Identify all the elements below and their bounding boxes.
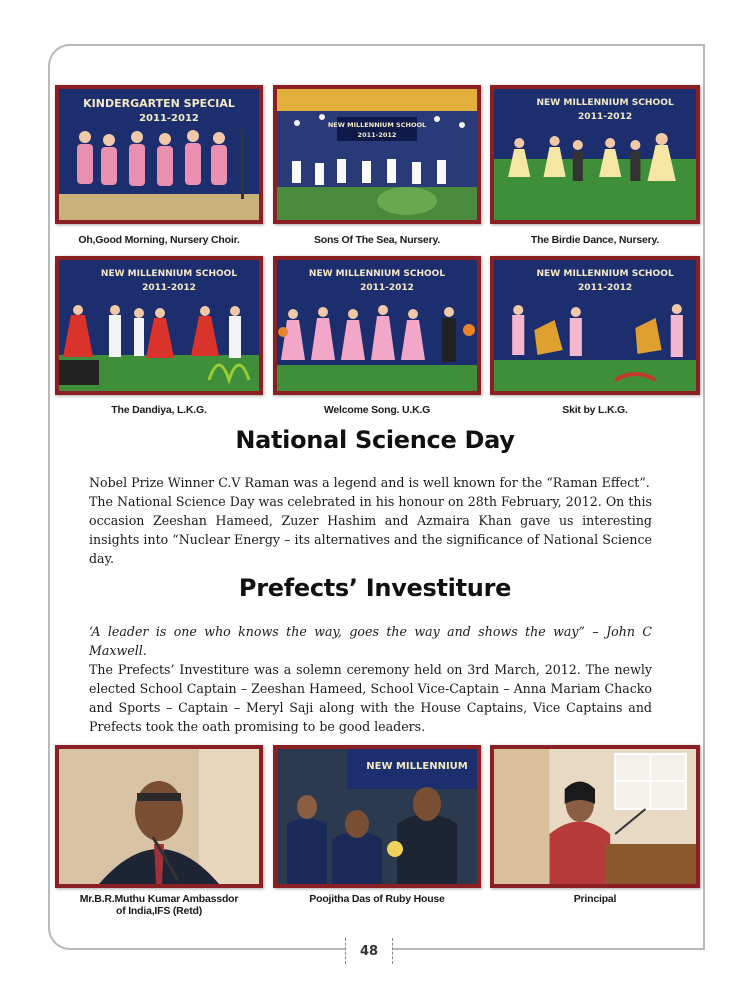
prefects-body: The Prefects’ Investiture was a solemn ceremony held on 3rd March, 2012. The newly elected School Captain – Zeeshan Hameed, School Vice-Captain – Anna Mariam Chacko and Sports – Captain – Meryl Saji along with the House Captains, Vice Captains and Prefects took the oath promising to be good leaders. xyxy=(89,662,652,734)
caption-nursery-choir: Oh,Good Morning, Nursery Choir. xyxy=(78,234,240,246)
caption-birdie-dance: The Birdie Dance, Nursery. xyxy=(530,234,660,246)
stage-banner-text: NEW MILLENNIUM SCHOOL xyxy=(536,269,674,279)
science-day-text xyxy=(89,473,652,568)
caption-sons-of-the-sea: Sons Of The Sea, Nursery. xyxy=(313,234,441,246)
photo-principal xyxy=(490,745,700,888)
science-line-2: The National Science Day was celebrated in his honour on 28th February, 2012. On this occasion Zeeshan Hameed, Zuzer Hashim and Azmaira Khan gave us interesting insights into “Nuclear Energy – its alternatives and the significance of National Science day. xyxy=(89,494,652,566)
caption-skit-lkg: Skit by L.K.G. xyxy=(562,404,628,416)
photo-poojitha-das xyxy=(273,745,481,888)
photo-welcome-song xyxy=(273,256,481,395)
heading-national-science-day: National Science Day xyxy=(235,426,515,454)
stage-banner-text: KINDERGARTEN SPECIAL xyxy=(83,97,235,110)
stage-banner-year: 2011-2012 xyxy=(577,112,633,122)
stage-banner-year: 2011-2012 xyxy=(357,131,397,139)
photo-nursery-choir xyxy=(55,85,263,224)
photo-birdie-dance xyxy=(490,85,700,224)
caption-poojitha-das: Poojitha Das of Ruby House xyxy=(309,893,445,905)
caption-ambassador-line2: of India,IFS (Retd) xyxy=(115,905,203,917)
photo-dandiya xyxy=(55,256,263,395)
science-line-1: Nobel Prize Winner C.V Raman was a legend and is well known for the “Raman Effect”. xyxy=(89,475,650,490)
page-number: 48 xyxy=(345,938,393,964)
stage-banner-year: 2011-2012 xyxy=(142,283,196,293)
prefects-quote: ‘A leader is one who knows the way, goes the way and shows the way” – John C Maxwell. xyxy=(89,624,652,658)
stage-banner-year: 2011-2012 xyxy=(577,283,633,293)
stage-banner-year: 2011-2012 xyxy=(139,113,199,124)
stage-banner-text: NEW MILLENNIUM SCHOOL xyxy=(536,98,674,108)
stage-banner-text: NEW MILLENNIUM SCHOOL xyxy=(100,269,238,279)
photo-sons-of-the-sea xyxy=(273,85,481,224)
svg-text:NEW MILLENNIUM: NEW MILLENNIUM xyxy=(366,761,468,772)
caption-ambassador xyxy=(55,893,263,917)
stage-banner-text: NEW MILLENNIUM SCHOOL xyxy=(308,269,446,279)
caption-principal: Principal xyxy=(573,893,617,905)
caption-dandiya: The Dandiya, L.K.G. xyxy=(111,404,207,416)
stage-banner-year: 2011-2012 xyxy=(360,283,414,293)
heading-prefects-investiture: Prefects’ Investiture xyxy=(238,574,512,602)
photo-skit-lkg xyxy=(490,256,700,395)
photo-ambassador xyxy=(55,745,263,888)
prefects-text xyxy=(89,622,652,736)
caption-welcome-song: Welcome Song. U.K.G xyxy=(323,404,431,416)
caption-ambassador-line1: Mr.B.R.Muthu Kumar Ambassdor xyxy=(79,893,239,905)
page-border-right xyxy=(703,44,705,950)
stage-banner-text: NEW MILLENNIUM SCHOOL xyxy=(327,121,427,129)
